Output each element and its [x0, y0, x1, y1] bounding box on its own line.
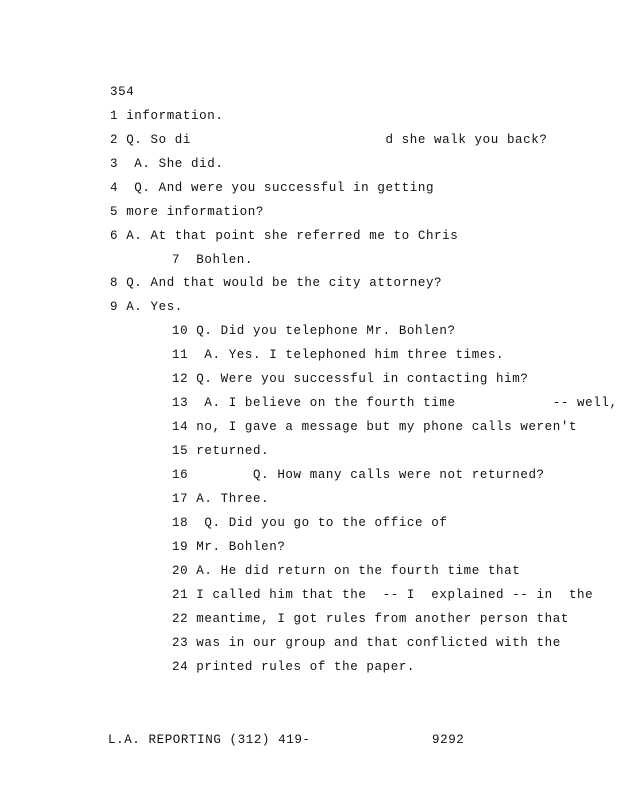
- transcript-line-11: 11 A. Yes. I telephoned him three times.: [172, 348, 505, 362]
- transcript-line-15: 15 returned.: [172, 444, 270, 458]
- transcript-line-10: 10 Q. Did you telephone Mr. Bohlen?: [172, 324, 456, 338]
- transcript-line-2: 2 Q. So di d she walk you back?: [110, 133, 548, 147]
- transcript-line-22: 22 meantime, I got rules from another person that: [172, 612, 569, 626]
- transcript-line-18: 18 Q. Did you go to the office of: [172, 516, 448, 530]
- transcript-line-19: 19 Mr. Bohlen?: [172, 540, 286, 554]
- reporter-footer: L.A. REPORTING (312) 419-: [108, 733, 311, 747]
- transcript-line-14: 14 no, I gave a message but my phone calls weren't: [172, 420, 578, 434]
- transcript-line-24: 24 printed rules of the paper.: [172, 660, 416, 674]
- page-number: 354: [110, 85, 135, 99]
- transcript-line-8: 8 Q. And that would be the city attorney?: [110, 276, 443, 290]
- transcript-line-12: 12 Q. Were you successful in contacting him?: [172, 372, 529, 386]
- reporter-phone-suffix: 9292: [432, 733, 465, 747]
- transcript-line-23: 23 was in our group and that conflicted with the: [172, 636, 561, 650]
- transcript-line-6: 6 A. At that point she referred me to Chris: [110, 229, 459, 243]
- transcript-line-16: 16 Q. How many calls were not returned?: [172, 468, 545, 482]
- transcript-line-4: 4 Q. And were you successful in getting: [110, 181, 435, 195]
- transcript-line-20: 20 A. He did return on the fourth time that: [172, 564, 521, 578]
- transcript-line-7: 7 Bohlen.: [172, 253, 254, 267]
- transcript-line-13: 13 A. I believe on the fourth time -- well,: [172, 396, 618, 410]
- transcript-line-1: 1 information.: [110, 109, 224, 123]
- transcript-line-5: 5 more information?: [110, 205, 264, 219]
- transcript-line-17: 17 A. Three.: [172, 492, 270, 506]
- transcript-line-3: 3 A. She did.: [110, 157, 224, 171]
- transcript-line-9: 9 A. Yes.: [110, 300, 183, 314]
- transcript-line-21: 21 I called him that the -- I explained -- in the: [172, 588, 594, 602]
